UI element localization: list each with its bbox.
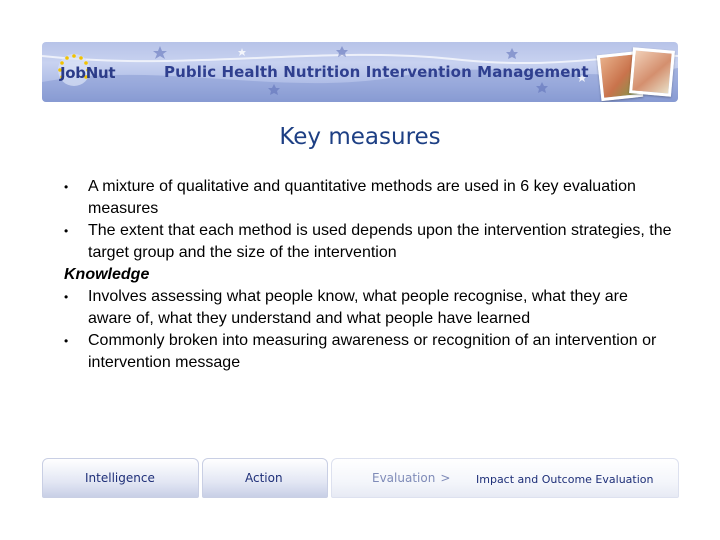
- bullet-item: [64, 220, 674, 264]
- bullet-text: Involves assessing what people know, what people recognise, what they are aware of, what they understand and what people have learned: [88, 288, 628, 327]
- slide-content: [64, 176, 674, 374]
- bullet-dot: •: [64, 224, 69, 238]
- bullet-item: [64, 286, 674, 330]
- bullet-text: Commonly broken into measuring awareness or recognition of an intervention or intervention message: [88, 332, 657, 371]
- bullet-dot: •: [64, 290, 69, 304]
- sub-section-label: Impact and Outcome Evaluation: [476, 473, 654, 486]
- tab-label: Evaluation: [372, 471, 436, 485]
- tab-intelligence[interactable]: [42, 458, 199, 498]
- tab-label-wrap: [372, 471, 450, 485]
- page-title: Key measures: [279, 124, 441, 150]
- bullet-text: A mixture of qualitative and quantitative methods are used in 6 key evaluation measures: [88, 178, 636, 217]
- tab-label: Action: [245, 471, 283, 485]
- logo-text: JobNut: [60, 64, 116, 82]
- tab-action[interactable]: [202, 458, 328, 498]
- footer-nav: [42, 458, 678, 498]
- bullet-item: [64, 330, 674, 374]
- header-banner: [42, 42, 678, 102]
- bullet-item: [64, 176, 674, 220]
- bullet-dot: •: [64, 334, 69, 348]
- section-heading: Knowledge: [64, 266, 150, 283]
- banner-title: Public Health Nutrition Intervention Management: [164, 63, 589, 81]
- tab-label: Intelligence: [85, 471, 155, 485]
- photo-image: [629, 47, 675, 96]
- chevron-right-icon: >: [440, 471, 451, 485]
- bullet-text: The extent that each method is used depends upon the intervention strategies, the target group and the size of the intervention: [88, 222, 672, 261]
- tab-evaluation[interactable]: [331, 458, 679, 498]
- bullet-dot: •: [64, 180, 69, 194]
- header-photos: [597, 45, 671, 99]
